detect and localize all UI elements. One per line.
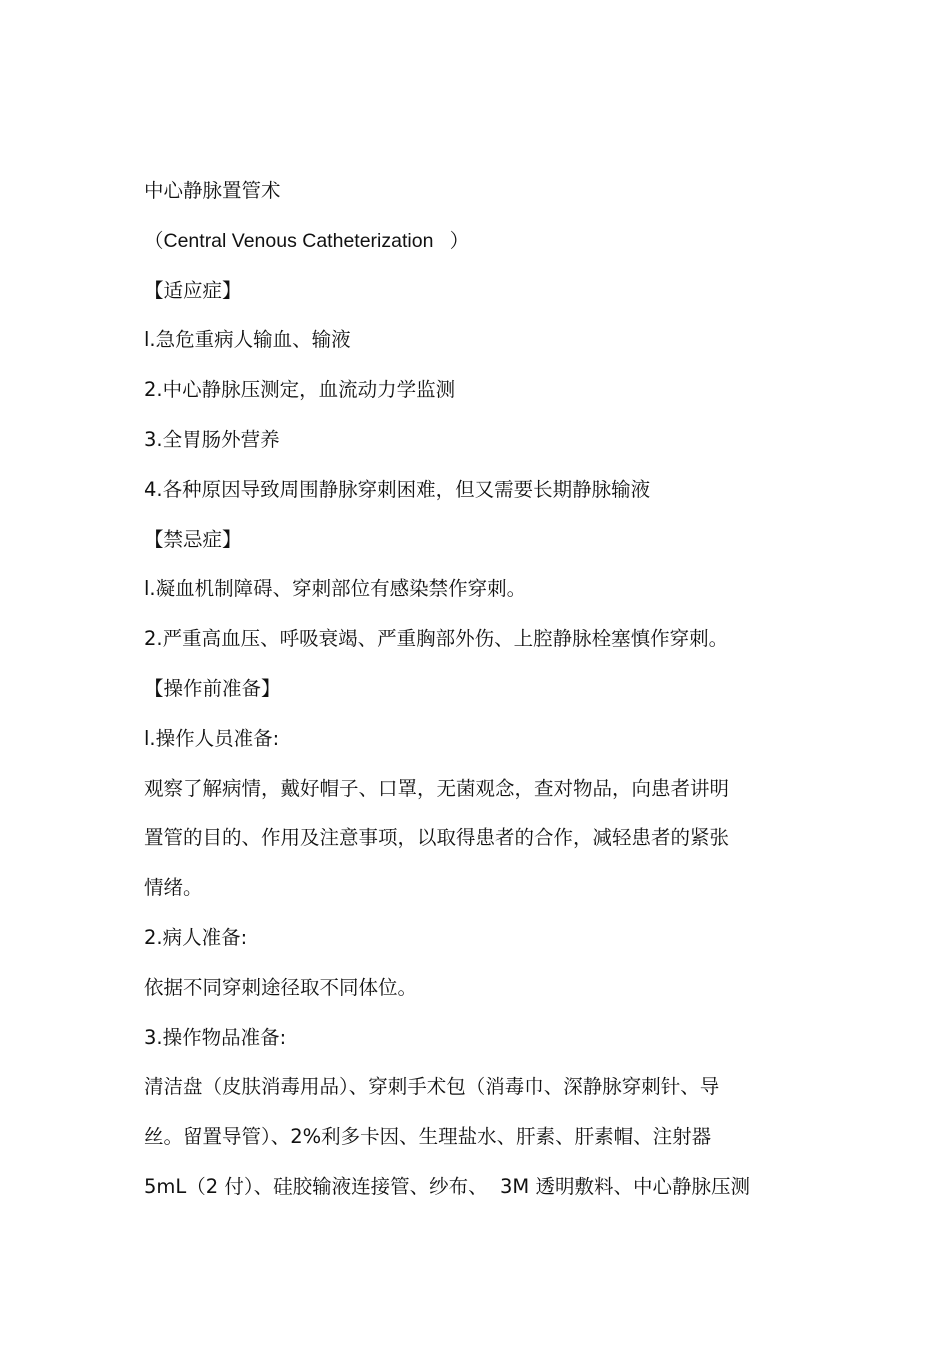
- paragraph-line: 丝。留置导管）、2%利多卡因、生理盐水、肝素、肝素帽、注射器: [144, 1125, 712, 1149]
- contraindication-item-2: 2.严重高血压、呼吸衰竭、严重胸部外伤、上腔静脉栓塞慎作穿刺。: [144, 627, 729, 651]
- section-heading-indications: 【适应症】: [144, 278, 242, 302]
- paragraph-line: 清洁盘（皮肤消毒用品）、穿刺手术包（消毒巾、深静脉穿刺针、导: [144, 1075, 720, 1099]
- paragraph-line: 依据不同穿刺途径取不同体位。: [144, 975, 418, 999]
- contraindication-item-1: l.凝血机制障碍、穿刺部位有感染禁作穿刺。: [144, 577, 527, 601]
- preparation-item-3-heading: 3.操作物品准备:: [144, 1025, 287, 1049]
- document-subtitle: （Central Venous Catheterization ）: [144, 229, 470, 252]
- document-title: 中心静脉置管术: [144, 179, 281, 202]
- paragraph-line: 5mL（2 付）、硅胶输液连接管、纱布、 3M 透明敷料、中心静脉压测: [144, 1174, 750, 1198]
- indication-item-1: l.急危重病人输血、输液: [144, 328, 351, 352]
- document-page: [144, 174, 824, 1220]
- indication-item-3: 3.全胃肠外营养: [144, 427, 280, 451]
- paragraph-line: 置管的目的、作用及注意事项，以取得患者的合作，减轻患者的紧张: [144, 826, 730, 850]
- section-heading-contraindications: 【禁忌症】: [144, 527, 242, 551]
- section-heading-preparation: 【操作前准备】: [144, 676, 281, 700]
- paragraph-line: 情绪。: [144, 876, 203, 900]
- preparation-item-2-heading: 2.病人准备:: [144, 925, 248, 949]
- preparation-item-1-heading: l.操作人员准备:: [144, 726, 280, 750]
- indication-item-2: 2.中心静脉压测定，血流动力学监测: [144, 378, 456, 402]
- indication-item-4: 4.各种原因导致周围静脉穿刺困难，但又需要长期静脉输液: [144, 477, 651, 501]
- paragraph-line: 观察了解病情，戴好帽子、口罩，无菌观念，查对物品，向患者讲明: [144, 776, 730, 800]
